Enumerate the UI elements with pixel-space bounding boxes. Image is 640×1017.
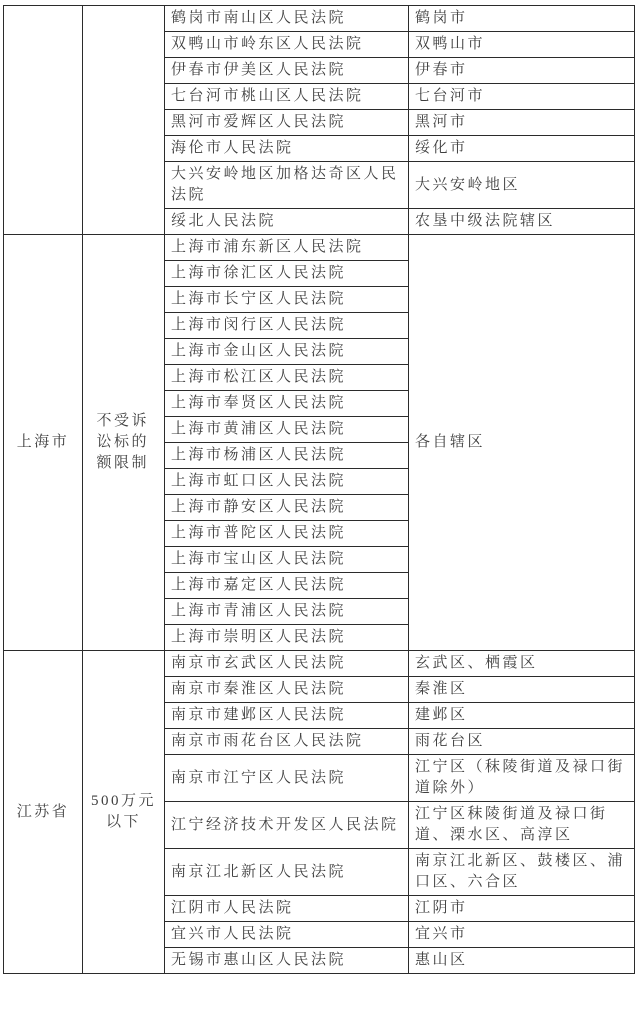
table-row bbox=[4, 651, 635, 677]
court-cell: 上海市徐汇区人民法院 bbox=[165, 261, 409, 287]
court-cell: 南京市建邺区人民法院 bbox=[165, 703, 409, 729]
jurisdiction-cell: 伊春市 bbox=[409, 58, 635, 84]
court-cell: 上海市崇明区人民法院 bbox=[165, 625, 409, 651]
court-cell: 江宁经济技术开发区人民法院 bbox=[165, 802, 409, 849]
jurisdiction-cell: 建邺区 bbox=[409, 703, 635, 729]
jurisdiction-table bbox=[3, 5, 635, 974]
province-cell: 上海市 bbox=[4, 235, 83, 651]
jurisdiction-cell: 绥化市 bbox=[409, 136, 635, 162]
jurisdiction-cell: 黑河市 bbox=[409, 110, 635, 136]
court-cell: 鹤岗市南山区人民法院 bbox=[165, 6, 409, 32]
court-cell: 上海市杨浦区人民法院 bbox=[165, 443, 409, 469]
jurisdiction-cell: 江宁区（秣陵街道及禄口街道除外） bbox=[409, 755, 635, 802]
court-cell: 上海市长宁区人民法院 bbox=[165, 287, 409, 313]
court-cell: 江阴市人民法院 bbox=[165, 896, 409, 922]
court-cell: 上海市普陀区人民法院 bbox=[165, 521, 409, 547]
court-cell: 南京市秦淮区人民法院 bbox=[165, 677, 409, 703]
court-cell: 伊春市伊美区人民法院 bbox=[165, 58, 409, 84]
limit-cell bbox=[83, 651, 165, 974]
court-cell: 海伦市人民法院 bbox=[165, 136, 409, 162]
court-cell: 上海市嘉定区人民法院 bbox=[165, 573, 409, 599]
jurisdiction-cell: 江宁区秣陵街道及禄口街道、溧水区、高淳区 bbox=[409, 802, 635, 849]
jurisdiction-cell: 双鸭山市 bbox=[409, 32, 635, 58]
province-cell: 江苏省 bbox=[4, 651, 83, 974]
jurisdiction-cell: 七台河市 bbox=[409, 84, 635, 110]
jurisdiction-cell: 玄武区、栖霞区 bbox=[409, 651, 635, 677]
court-cell: 上海市虹口区人民法院 bbox=[165, 469, 409, 495]
court-cell: 南京江北新区人民法院 bbox=[165, 849, 409, 896]
table-row bbox=[4, 6, 635, 32]
limit-text: 不受诉讼标的额限制 bbox=[96, 413, 150, 471]
court-cell: 上海市松江区人民法院 bbox=[165, 365, 409, 391]
jurisdiction-table-body bbox=[4, 6, 635, 974]
court-cell: 上海市浦东新区人民法院 bbox=[165, 235, 409, 261]
court-cell: 上海市宝山区人民法院 bbox=[165, 547, 409, 573]
court-cell: 上海市金山区人民法院 bbox=[165, 339, 409, 365]
court-cell: 上海市黄浦区人民法院 bbox=[165, 417, 409, 443]
jurisdiction-cell: 江阴市 bbox=[409, 896, 635, 922]
court-cell: 上海市静安区人民法院 bbox=[165, 495, 409, 521]
limit-cell bbox=[83, 235, 165, 651]
court-cell: 上海市闵行区人民法院 bbox=[165, 313, 409, 339]
court-cell: 上海市奉贤区人民法院 bbox=[165, 391, 409, 417]
province-cell bbox=[4, 6, 83, 235]
court-cell: 黑河市爱辉区人民法院 bbox=[165, 110, 409, 136]
table-row bbox=[4, 235, 635, 261]
jurisdiction-cell: 鹤岗市 bbox=[409, 6, 635, 32]
jurisdiction-cell: 秦淮区 bbox=[409, 677, 635, 703]
court-cell: 无锡市惠山区人民法院 bbox=[165, 948, 409, 974]
jurisdiction-cell: 各自辖区 bbox=[409, 235, 635, 651]
court-cell: 大兴安岭地区加格达奇区人民法院 bbox=[165, 162, 409, 209]
jurisdiction-cell: 宜兴市 bbox=[409, 922, 635, 948]
jurisdiction-cell: 大兴安岭地区 bbox=[409, 162, 635, 209]
court-cell: 宜兴市人民法院 bbox=[165, 922, 409, 948]
court-cell: 南京市雨花台区人民法院 bbox=[165, 729, 409, 755]
court-cell: 南京市江宁区人民法院 bbox=[165, 755, 409, 802]
jurisdiction-cell: 农垦中级法院辖区 bbox=[409, 209, 635, 235]
court-cell: 南京市玄武区人民法院 bbox=[165, 651, 409, 677]
jurisdiction-cell: 惠山区 bbox=[409, 948, 635, 974]
limit-cell bbox=[83, 6, 165, 235]
court-cell: 双鸭山市岭东区人民法院 bbox=[165, 32, 409, 58]
court-cell: 七台河市桃山区人民法院 bbox=[165, 84, 409, 110]
court-cell: 绥北人民法院 bbox=[165, 209, 409, 235]
limit-text: 500万元以下 bbox=[90, 793, 156, 830]
jurisdiction-cell: 雨花台区 bbox=[409, 729, 635, 755]
jurisdiction-cell: 南京江北新区、鼓楼区、浦口区、六合区 bbox=[409, 849, 635, 896]
court-cell: 上海市青浦区人民法院 bbox=[165, 599, 409, 625]
